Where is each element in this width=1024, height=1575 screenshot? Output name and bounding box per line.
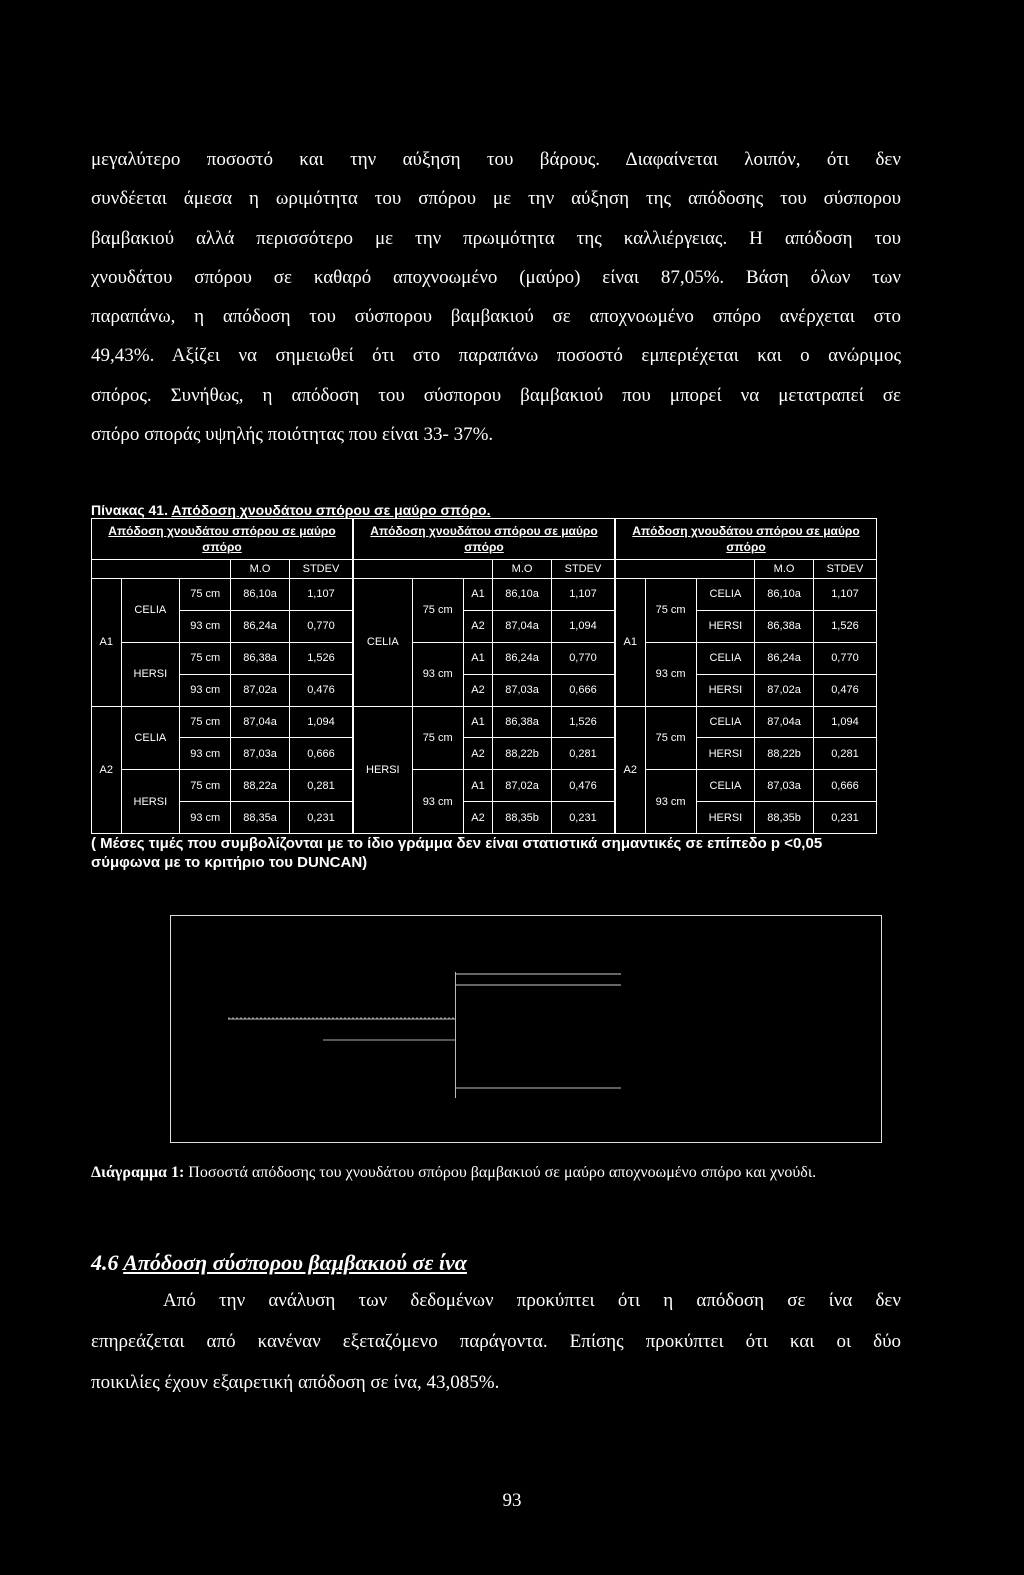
figure-caption-label: Διάγραμμα 1:: [91, 1164, 185, 1181]
table-row: CELIA 75 cm A1 86,10a 1,107: [354, 579, 615, 611]
table-label: Πίνακας 41.: [91, 502, 168, 518]
col-mo: M.O: [231, 560, 290, 579]
table-row: 93 cm A1 87,02a 0,476: [354, 770, 615, 802]
table-row: 93 cm 87,02a 0,476: [92, 674, 353, 706]
figure-caption: [91, 1160, 901, 1186]
figure-caption-text: Ποσοστά απόδοσης του χνουδάτου σπόρου βαμβακιού σε μαύρο αποχνοωμένο σπόρο και χνούδι.: [188, 1164, 817, 1181]
text-line: βαμβακιού αλλά περισσότερο με την πρωιμότητα της καλλιέργειας. Η απόδοση του: [91, 227, 901, 249]
table-row: A2 88,22b 0,281: [354, 738, 615, 770]
text-line: σπόρος. Συνήθως, η απόδοση του σύσπορου βαμβακιού που μπορεί να μετατραπεί σε: [91, 384, 901, 406]
col-stdev: STDEV: [289, 560, 352, 579]
text-line: επηρεάζεται από κανέναν εξεταζόμενο παράγοντα. Επίσης προκύπτει ότι και οι δύο: [91, 1331, 901, 1352]
table-row: A2 CELIA 75 cm 87,04a 1,094: [92, 706, 353, 738]
table-row: 93 cm A1 86,24a 0,770: [354, 642, 615, 674]
figure-gridlines: [228, 1010, 458, 1050]
table-row: HERSI 86,38a 1,526: [616, 610, 877, 642]
text-line: 49,43%. Αξίζει να σημειωθεί ότι στο παραπάνω ποσοστό εμπεριέχεται και ο ανώριμος: [91, 345, 901, 367]
col-mo: M.O: [755, 560, 814, 579]
table-row: HERSI 88,35b 0,231: [616, 802, 877, 834]
body-paragraph-2: [91, 1280, 901, 1403]
table-row: A2 88,35b 0,231: [354, 802, 615, 834]
text-line: συνδέεται άμεσα η ωριμότητα του σπόρου με την αύξηση της απόδοσης του σύσπορου: [91, 188, 901, 210]
section-number: 4.6: [91, 1250, 119, 1275]
table-middle: [353, 518, 615, 834]
table-left: [91, 518, 353, 834]
section-heading: [91, 1250, 467, 1276]
figure-plot-area: [455, 972, 621, 1098]
table-right: [615, 518, 877, 834]
table-header: Απόδοση χνουδάτου σπόρου σε μαύρο σπόρο: [616, 519, 877, 560]
table-row: 93 cm 86,24a 0,770: [92, 610, 353, 642]
table-row: 93 cm 88,35a 0,231: [92, 802, 353, 834]
table-title: Απόδοση χνουδάτου σπόρου σε μαύρο σπόρο.: [171, 502, 491, 518]
table-row: A1 75 cm CELIA 86,10a 1,107: [616, 579, 877, 611]
text-line: σπόρο σποράς υψηλής ποιότητας που είναι 33- 37%.: [91, 424, 494, 446]
table-header: Απόδοση χνουδάτου σπόρου σε μαύρο σπόρο: [92, 519, 353, 560]
text-line: χνουδάτου σπόρου σε καθαρό αποχνοωμένο (μαύρο) είναι 87,05%. Βάση όλων των: [91, 266, 901, 288]
section-title: Απόδοση σύσπορου βαμβακιού σε ίνα: [123, 1250, 467, 1275]
col-mo: M.O: [493, 560, 552, 579]
table-row: A2 87,03a 0,666: [354, 674, 615, 706]
table-row: A2 75 cm CELIA 87,04a 1,094: [616, 706, 877, 738]
table-header: Απόδοση χνουδάτου σπόρου σε μαύρο σπόρο: [354, 519, 615, 560]
table-row: A2 87,04a 1,094: [354, 610, 615, 642]
text-line: Από την ανάλυση των δεδομένων προκύπτει ότι η απόδοση σε ίνα δεν: [163, 1290, 901, 1311]
text-line: μεγαλύτερο ποσοστό και την αύξηση του βάρους. Διαφαίνεται λοιπόν, ότι δεν: [91, 149, 901, 170]
table-row: HERSI 75 cm 88,22a 0,281: [92, 770, 353, 802]
page-number: 93: [502, 1490, 522, 1511]
table-row: 93 cm 87,03a 0,666: [92, 738, 353, 770]
table-row: 93 cm CELIA 86,24a 0,770: [616, 642, 877, 674]
text-line: ποικιλίες έχουν εξαιρετική απόδοση σε ίνα, 43,085%.: [91, 1372, 500, 1393]
col-stdev: STDEV: [551, 560, 614, 579]
table-caption: [91, 502, 490, 518]
table-row: 93 cm CELIA 87,03a 0,666: [616, 770, 877, 802]
col-stdev: STDEV: [813, 560, 876, 579]
table-row: HERSI 87,02a 0,476: [616, 674, 877, 706]
text-line: παραπάνω, η απόδοση του σύσπορου βαμβακιού σε αποχνοωμένο σπόρο ανέρχεται στο: [91, 306, 901, 328]
table-row: HERSI 88,22b 0,281: [616, 738, 877, 770]
table-row: A1 CELIA 75 cm 86,10a 1,107: [92, 579, 353, 611]
table-row: HERSI 75 cm 86,38a 1,526: [92, 642, 353, 674]
body-paragraph-1: [91, 140, 901, 454]
table-footnote: ( Μέσες τιμές που συμβολίζονται με το ίδιο γράμμα δεν είναι στατιστικά σημαντικές σε επίπεδο p <0,05 σύμφωνα με το κριτήριο του DUNCAN): [91, 835, 823, 871]
figure-lines: [456, 972, 621, 1098]
table-row: HERSI 75 cm A1 86,38a 1,526: [354, 706, 615, 738]
